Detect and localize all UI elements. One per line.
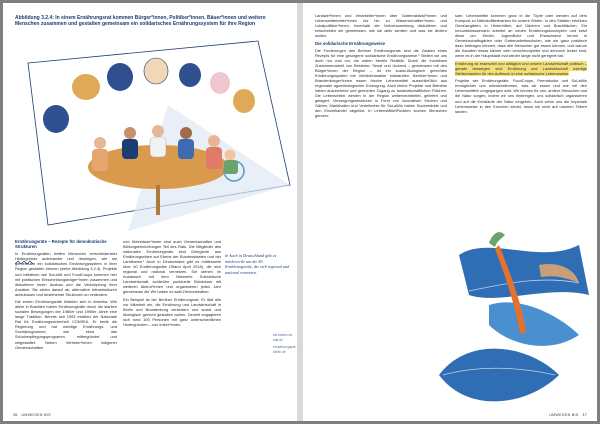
- highlight-text: Ernährung ist essenziell und alltäglich und unsere Landwirtschaft politisch – gerade deswegen sind Ernährung und Landwirtschaft wichtige Stellschrauben für den Aufbruch in eine solidarische Lebensweise.: [455, 60, 587, 76]
- page-number: 36: [13, 413, 18, 417]
- margin-links: [273, 333, 295, 354]
- figure-caption: Abbildung 3.2.4: In einem Ernährungsrat kommen Bürger*innen, Politiker*innen, Bäuer*innen und weitere Menschen zusammen und gestalten gemeinsam ein solidarisches Ernährungssystem für ihre Region: [15, 15, 266, 28]
- highlighted-statement: [455, 61, 587, 76]
- vegetable-leaf-illustration: [429, 225, 597, 421]
- margin-link[interactable]: ernaehrungsrat-berlin.de: [273, 345, 297, 354]
- pull-quote-text: Auch in Deutschland gibt es mittlerweile um die 40 Ernährungsräte, die sich regional und national vernetzen.: [225, 253, 290, 275]
- paragraph: Ein Beispiel ist der Berliner Ernährungsrat. Er lädt alle zur Mitarbeit ein, die Ernährung und Landwirtschaft in Berlin und Brandenburg verändern und sozial und ökologisch gerecht gestalten wollen. Derzeit engagieren sich rund 100 Personen mit ganz unterschiedlichen Hintergründen – von Imker*innen,: [123, 296, 221, 328]
- pull-quote: [225, 253, 291, 275]
- paragraph: In Ernährungsräten treffen Menschen verschiedenster Hintergründe aufeinander und überlegen, wie sie gemeinsam ein solidarisches Ernährungssystem in ihrer Region gestalten können (siehe Abbildung 3.2.4). Projekte und Initiativen wie SoLaWi und FoodCoops kommen hier mit politischen Entscheidungsträger*innen zusammen und diskutieren einen Ausbau und die Verknüpfung ihrer Ansätze. Sie zielen darauf ab, alternative Infrastrukturen aufzubauen und bestehende Strukturen zu verändern.: [15, 251, 117, 297]
- paragraph: Landwirt*innen und Verarbeiter*innen über Gartenaktivist*innen und Lebensmittelretter*innen bis hin zu Wissenschaftler*innen und Lokalpolitiker*innen. Innerhalb der Vollversammlung diskutieren und entscheiden sie gemeinsam, wie sie aktiv werden und was sie ändern wollen.: [315, 13, 447, 39]
- paragraph: Projekte wie Ernährungsräte, FoodCoops, Permakultur und SoLaWis ermöglichen uns mitzubestimmen, was wir essen und wie mit den Lebensmitteln umgegangen wird. Wir können für uns, andere Menschen und die Natur sorgen, indem wir uns einbringen, uns solidarisch organisieren und auf die Kreisläufe der Natur eingehen. Auch wenn uns die Imperiale Lebensweise in den Knochen steckt, muss sie nicht auf unseren Tellern landen.: [455, 78, 587, 114]
- paragraph: sam. Lebensmittel kommen ganz in die Töpfe oder werden auf dem Kompost zu Nährstofflieferanten für unsere Böden. In den Städten erblühen Gemüsegärten in Hinterhöfen, auf Dächern und Brachflächen. Ein Innovationsszenario arbeitet an neuen Ernährungskonzepten und setzt diese um. Kinder, Jugendliche und Erwachsene lernen in Gemeinschaftsgärten oder Gartenarbeitsschulen, wie sie ganz praktisch dazu beitragen können, dass alle Menschen gut essen können, und warum die Karotten etwas kleiner oder verschrumpelter und dennoch lecker sind, wenn es in der Hauptstadt mal wieder lange nicht geregnet hat.: [455, 13, 587, 59]
- quote-mark: »: [225, 253, 228, 259]
- footer-label: UMWEGEN BIS: [21, 413, 51, 417]
- left-column-1: [15, 239, 117, 352]
- left-page: [3, 3, 297, 421]
- left-footer: [13, 413, 51, 417]
- paragraph: Die Forderungen des Berliner Ernährungsrats sind die Zutaten eines Rezepts für eine gelungene solidarische Ernährungsweise.² Stellen wir uns doch nur mal vor, sie wären bereits Realität: Durch die fruchtbare Zusammenarbeit von Besteher, Senat und Umland – gemeinsam mit den Bürger*innen der Region – ist ein sozial-ökologisch gerechtes Ernährungssystem mit Vorbildcharakter entstanden. Berliner*innen und Brandenburger*innen essen frische Lebensmittel ausschließlich aus regionaler agrarökologischer Erzeugung. Auch kleine Projekte und Betriebe haben ausreichend und gerechten Zugang zu landwirtschaftlichen Flächen. Die Lebensmittel werden in der Region weiterverarbeitet, geliefert und gelagert. Versorgungsstrukturen in Form von innovativen Küchen und Gärten, Markthallen und Verteilnetze für SoLaWis haben Supermärkte und den Einzelhandel abgelöst. In LebensMittelPunkten kochen Menschen gemein-: [315, 47, 447, 119]
- food-council-illustration: [8, 35, 292, 231]
- right-footer: [549, 413, 587, 417]
- right-column-1: [315, 13, 447, 121]
- section-heading: Die solidarische Ernährungsweise: [315, 40, 385, 46]
- right-column-2: [455, 13, 587, 116]
- paragraph: und Kleinbäuer*innen sind auch Gewerkschaften und Bildungseinrichtungen Teil des Rats. Die Mitglieder des nationalen Ernährungsrats sind Delegierte aus Ernährungsräten auf Ebene der Bundesstaaten und der Landkreise.¹ Auch in Deutschland gibt es mittlerweile über 40 Ernährungsräte (Stand April 2018), die sich regional und national vernetzen. Sie stehen im Austausch mit dem Netzwerk Solidarische Landwirtschaft, schließen punktuelle Bündnisse mit weiteren Akteur*innen und organisieren jedes Jahr gemeinsam die Wir haben es satt!-Demonstration.: [123, 239, 221, 295]
- section-heading: Ernährungsräte – Rezepte für demokratische Strukturen: [15, 239, 107, 250]
- right-page: [303, 3, 597, 421]
- margin-link[interactable]: wir-haben-es-satt.de: [273, 333, 294, 342]
- paragraph: Die ersten Ernährungsräte bildeten sich in Amerika. Wie allem in Brasilien haben Ernährungsräte durch die starken sozialen Bewegungen der 1980er und 1990er Jahre eine lange Tradition. Bereits seit 1993 existiert der Nationale Rat für Ernährungssicherheit CONSEA. Er berät die Regierung und hat wichtige Ernährungs- und Sozialprogramme, wie etwa das Schulverpflegungsprogramm, mitbegründet und mitgestaltet. Neben Vertreter*innen indigener Gemeinschaften: [15, 299, 117, 350]
- page-number: 37: [582, 413, 587, 417]
- footer-label: UMWEGEN BIS: [549, 413, 579, 417]
- left-column-2: [123, 239, 221, 330]
